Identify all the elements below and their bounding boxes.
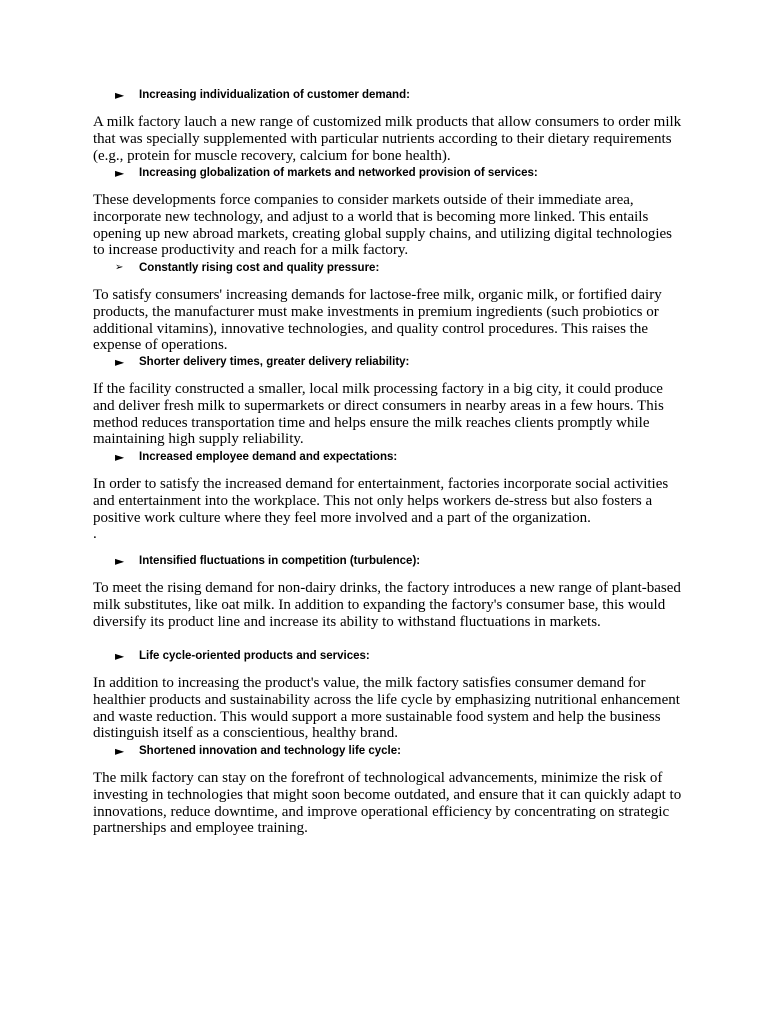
heading-text: Shortened innovation and technology life cycle: (139, 745, 401, 757)
section-heading (93, 552, 683, 570)
bullet-arrowhead-icon: ➢ (115, 262, 124, 273)
section-life-cycle (93, 647, 683, 742)
trailing-period: . (93, 526, 97, 543)
bullet-triangle-icon: ► (115, 166, 125, 180)
section-innovation (93, 742, 683, 837)
bullet-triangle-icon: ► (115, 554, 125, 568)
section-competition (93, 552, 683, 630)
section-heading (93, 448, 683, 466)
section-cost-quality (93, 259, 683, 354)
bullet-triangle-icon: ► (115, 450, 125, 464)
section-paragraph: In addition to increasing the product's value, the milk factory satisfies consumer demand for healthier products and sustainability across the life cycle by emphasizing nutritional enhancement and waste reduction. This would support a more sustainable food system and help the business distinguish itself as a conscientious, healthy brand. (93, 675, 680, 742)
section-heading (93, 742, 683, 760)
section-heading (93, 259, 683, 277)
heading-text: Life cycle-oriented products and services: (139, 650, 370, 662)
section-paragraph: In order to satisfy the increased demand for entertainment, factories incorporate social activities and entertainment into the workplace. This not only helps workers de-stress but also fosters a positive work culture where they feel more involved and a part of the organization. (93, 476, 669, 526)
section-employee (93, 448, 683, 542)
section-delivery (93, 353, 683, 448)
heading-text: Shorter delivery times, greater delivery reliability: (139, 356, 410, 368)
section-paragraph: To satisfy consumers' increasing demands for lactose-free milk, organic milk, or fortified dairy products, the manufacturer must make investments in premium ingredients (such probiotics or additional vitamins), innovative technologies, and quality control procedures. This raises the expense of operations. (93, 287, 662, 354)
section-paragraph: To meet the rising demand for non-dairy drinks, the factory introduces a new range of plant-based milk substitutes, like oat milk. In addition to expanding the factory's consumer base, this would diversify its product line and increase its ability to withstand fluctuations in markets. (93, 580, 681, 630)
bullet-triangle-icon: ► (115, 744, 125, 758)
section-heading (93, 353, 683, 371)
section-paragraph: If the facility constructed a smaller, local milk processing factory in a big city, it could produce and deliver fresh milk to supermarkets or direct consumers in nearby areas in a few hours. This method reduces transportation time and helps ensure the milk reaches clients promptly while maintaining high supply reliability. (93, 381, 664, 448)
heading-text: Constantly rising cost and quality pressure: (139, 262, 380, 274)
section-paragraph: The milk factory can stay on the forefront of technological advancements, minimize the risk of investing in technologies that might soon become outdated, and ensure that it can quickly adapt to innovations, reduce downtime, and improve operational efficiency by concentrating on strategic partnerships and employee training. (93, 770, 682, 837)
section-paragraph: A milk factory lauch a new range of customized milk products that allow consumers to order milk that was specially supplemented with particular nutrients according to their dietary requirements (e.g., protein for muscle recovery, calcium for bone health). (93, 114, 682, 164)
heading-text: Increasing individualization of customer demand: (139, 89, 410, 101)
section-globalization (93, 164, 683, 259)
section-heading (93, 164, 683, 182)
section-heading (93, 647, 683, 665)
heading-text: Increased employee demand and expectations: (139, 451, 398, 463)
heading-text: Increasing globalization of markets and networked provision of services: (139, 167, 538, 179)
heading-text: Intensified fluctuations in competition (turbulence): (139, 555, 421, 567)
section-heading (93, 86, 683, 104)
bullet-triangle-icon: ► (115, 88, 125, 102)
bullet-triangle-icon: ► (115, 355, 125, 369)
section-paragraph: These developments force companies to consider markets outside of their immediate area, incorporate new technology, and adjust to a world that is becoming more linked. This entails opening up new abroad markets, creating global supply chains, and utilizing digital technologies to increase productivity and reach for a milk factory. (93, 192, 673, 259)
bullet-triangle-icon: ► (115, 649, 125, 663)
section-individualization (93, 86, 683, 164)
